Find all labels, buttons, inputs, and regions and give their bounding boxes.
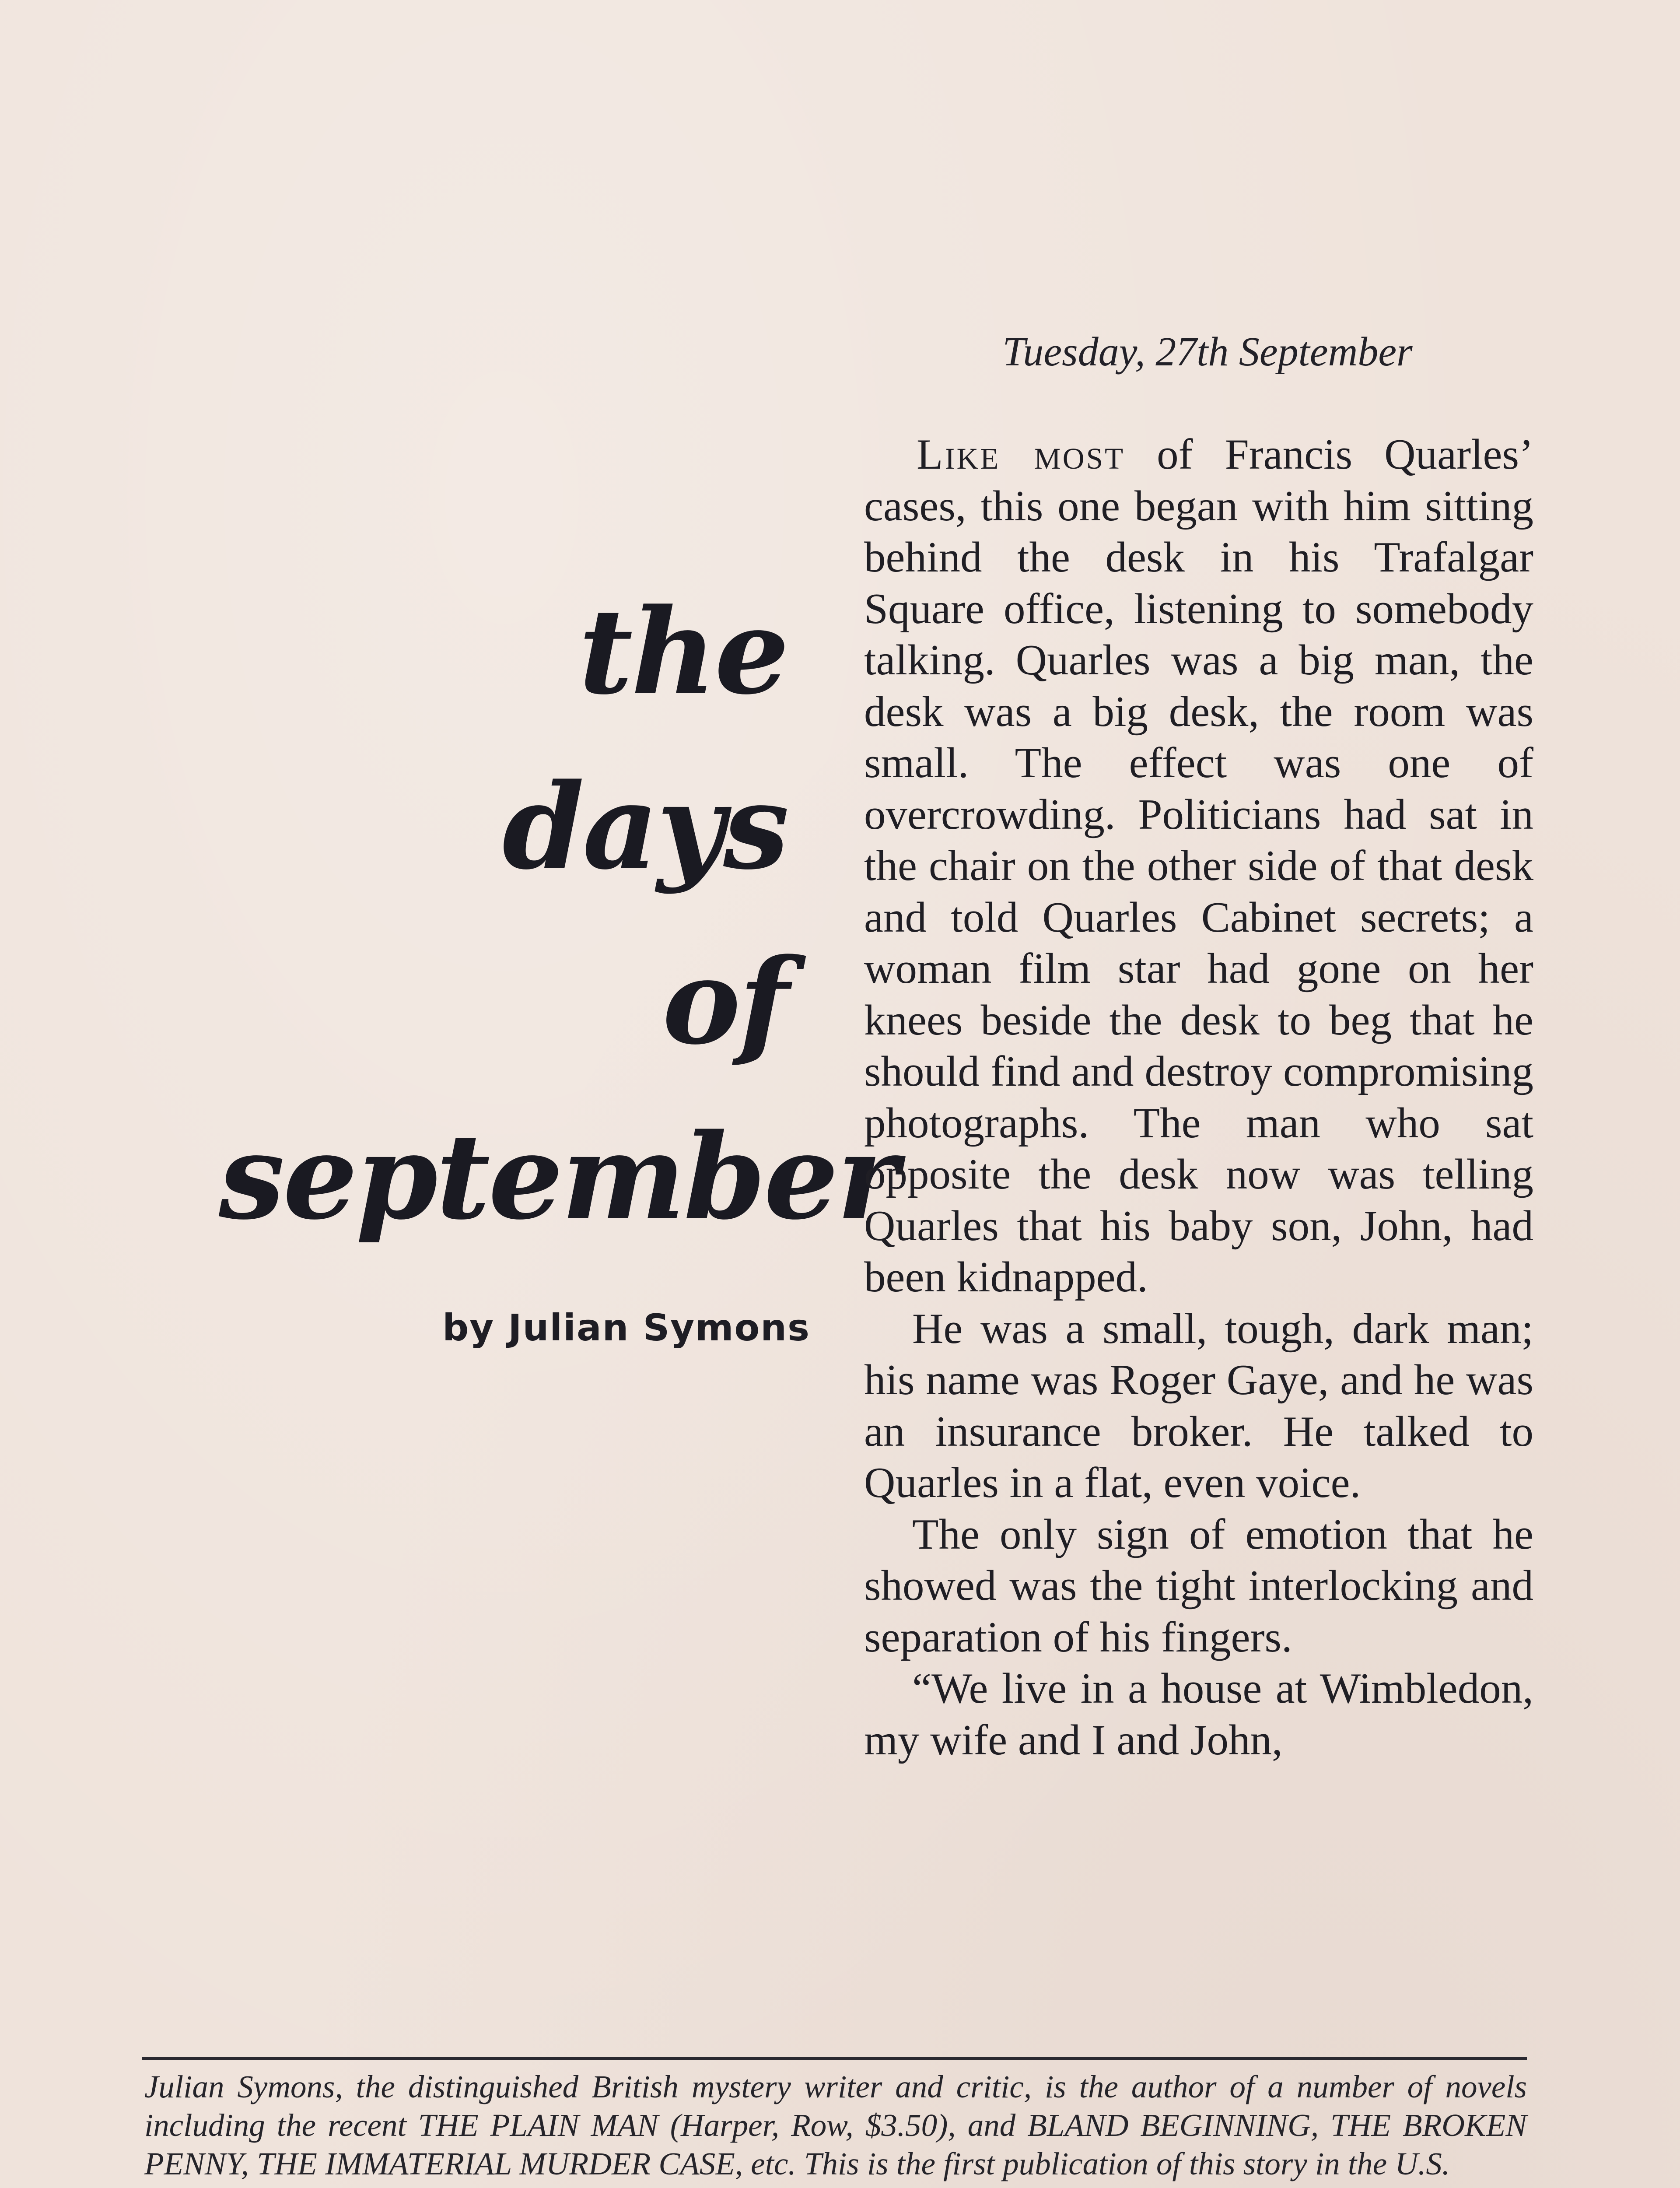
lead-in: Like most: [917, 431, 1125, 478]
byline: by Julian Symons: [442, 1306, 810, 1349]
paragraph-2: He was a small, tough, dark man; his name was Roger Gaye, and he was an insurance broker. He talked to Quarles in a flat, even voice.: [864, 1304, 1533, 1507]
date-heading: Tuesday, 27th September: [1002, 329, 1413, 375]
title-line-of: of: [662, 933, 788, 1071]
title-line-days: days: [502, 758, 788, 896]
paragraph-4: “We live in a house at Wimbledon, my wife and I and John,: [864, 1665, 1533, 1764]
paragraph-1: [864, 429, 1533, 1303]
paragraph-1-text: of Francis Quarles’ cases, this one began with him sitting behind the desk in his Trafalgar Square office, listening to somebody talking. Quarles was a big man, the desk was a big desk, the room was small. The effect was one of overcrowding. Politicians had sat in the chair on the other side of that desk and told Quarles Cabinet secrets; a woman film star had gone on her knees beside the desk to beg that he should find and destroy compromising photographs. The man who sat opposite the desk now was telling Quarles that his baby son, John, had been kidnapped.: [864, 431, 1533, 1301]
story-title: [219, 565, 897, 1265]
paragraph-3: The only sign of emotion that he showed was the tight interlocking and separation of his fingers.: [864, 1510, 1533, 1661]
author-footnote: Julian Symons, the distinguished British mystery writer and critic, is the author of a number of novels including the recent THE PLAIN MAN (Harper, Row, $3.50), and BLAND BEGINNING, THE BROKEN PENNY, THE IMMATERIAL MURDER CASE, etc. This is the first publication of this story in the U.S.: [144, 2069, 1527, 2181]
footnote-rule-top: [142, 2057, 1527, 2060]
story-body: [864, 429, 1533, 1766]
title-line-september: september: [219, 1108, 897, 1246]
title-line-the: the: [578, 583, 788, 721]
